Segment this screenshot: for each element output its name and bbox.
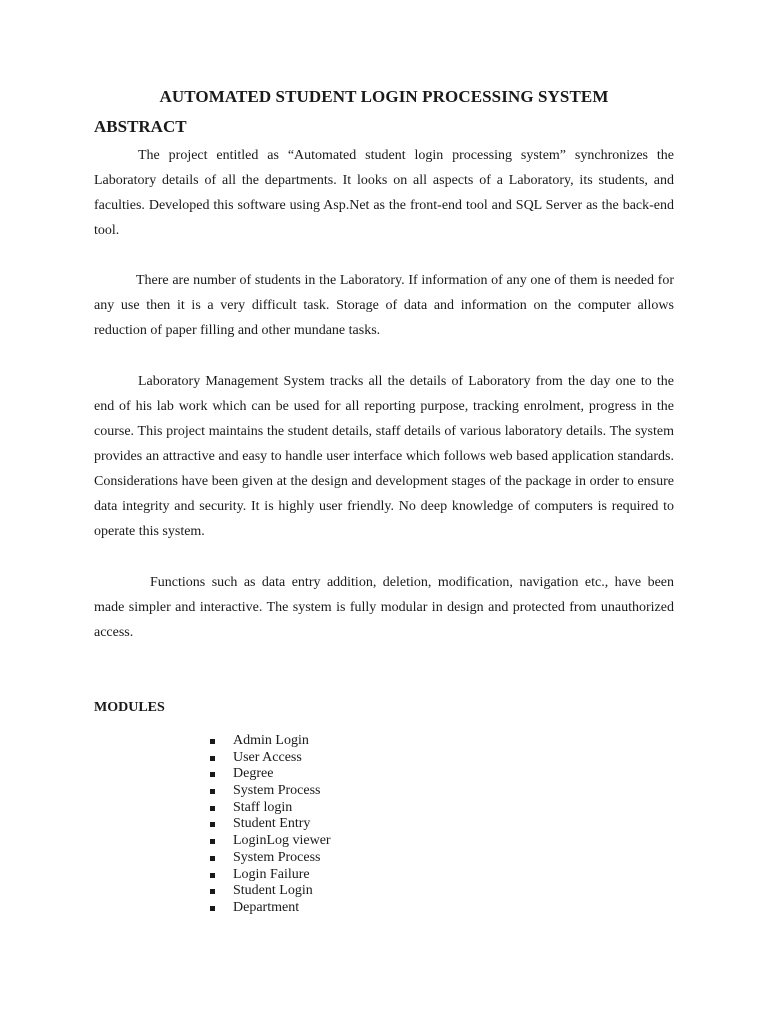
module-item (208, 800, 331, 817)
abstract-paragraph-1: The project entitled as “Automated student login processing system” synchronizes the Laboratory details of all the departments. It looks on all aspects of a Laboratory, its students, and faculties. Developed this software using Asp.Net as the front-end tool and SQL Server as the back-end tool. (94, 148, 674, 238)
module-label: System Process (233, 849, 321, 865)
module-item (208, 750, 331, 767)
module-item (208, 883, 331, 900)
square-bullet-icon (210, 806, 215, 811)
square-bullet-icon (210, 789, 215, 794)
abstract-heading: ABSTRACT (94, 117, 187, 136)
square-bullet-icon (210, 739, 215, 744)
module-item (208, 900, 331, 917)
square-bullet-icon (210, 856, 215, 861)
module-label: User Access (233, 749, 302, 765)
abstract-paragraph-2: There are number of students in the Laboratory. If information of any one of them is needed for any use then it is a very difficult task. Storage of data and information on the computer allows reduction of paper filling and other mundane tasks. (94, 273, 674, 338)
abstract-paragraph-4: Functions such as data entry addition, deletion, modification, navigation etc., have been made simpler and interactive. The system is fully modular in design and protected from unauthorized access. (94, 575, 674, 640)
square-bullet-icon (210, 839, 215, 844)
module-label: Degree (233, 766, 274, 782)
square-bullet-icon (210, 906, 215, 911)
modules-list (208, 733, 331, 917)
module-label: Department (233, 899, 300, 915)
modules-heading: MODULES (94, 700, 165, 715)
square-bullet-icon (210, 772, 215, 777)
square-bullet-icon (210, 822, 215, 827)
module-label: Login Failure (233, 866, 310, 882)
abstract-paragraph-3: Laboratory Management System tracks all the details of Laboratory from the day one to the end of his lab work which can be used for all reporting purpose, tracking enrolment, progress in the course. This project maintains the student details, staff details of various laboratory details. The system provides an attractive and easy to handle user interface which follows web based application standards. Considerations have been given at the design and development stages of the package in order to ensure data integrity and security. It is highly user friendly. No deep knowledge of computers is required to operate this system. (94, 374, 674, 539)
module-item (208, 816, 331, 833)
module-item (208, 783, 331, 800)
module-item (208, 850, 331, 867)
module-label: LoginLog viewer (233, 833, 331, 849)
module-item (208, 733, 331, 750)
module-item (208, 766, 331, 783)
square-bullet-icon (210, 889, 215, 894)
document-title: AUTOMATED STUDENT LOGIN PROCESSING SYSTEM (159, 87, 609, 106)
square-bullet-icon (210, 873, 215, 878)
module-label: System Process (233, 783, 321, 799)
square-bullet-icon (210, 756, 215, 761)
module-label: Student Login (233, 883, 313, 899)
module-item (208, 833, 331, 850)
module-item (208, 867, 331, 884)
module-label: Student Entry (233, 816, 311, 832)
module-label: Admin Login (233, 733, 309, 748)
module-label: Staff login (233, 799, 293, 815)
